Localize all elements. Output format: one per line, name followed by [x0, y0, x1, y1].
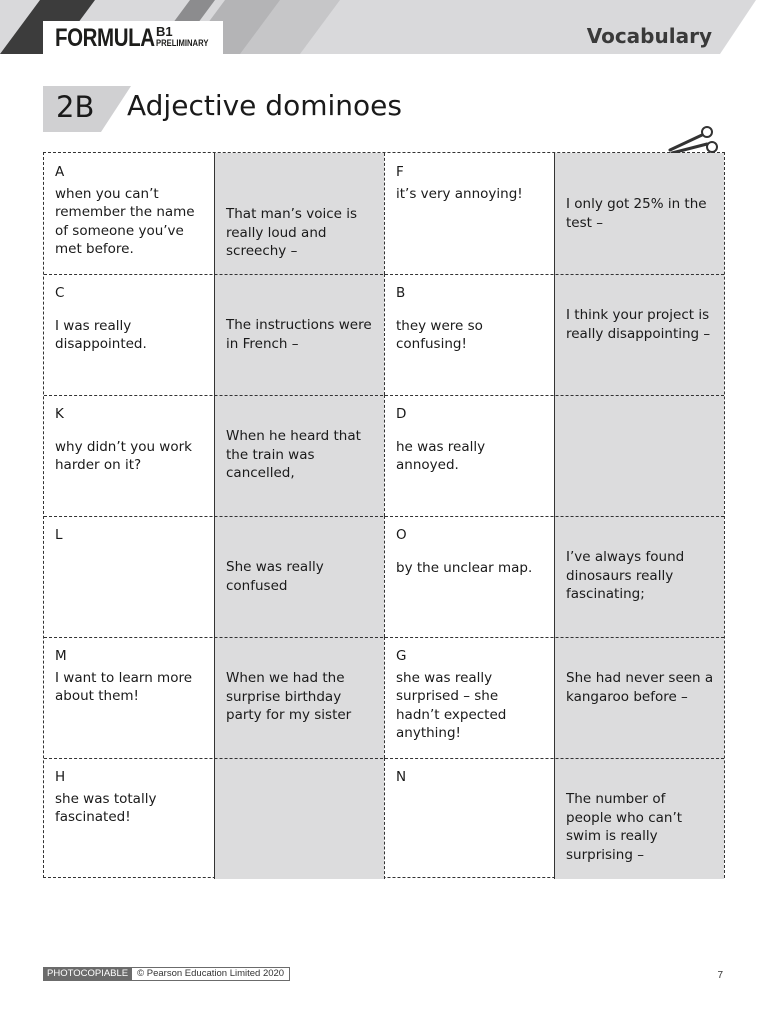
domino-left-half: [44, 516, 214, 637]
domino-left-half: [44, 395, 214, 516]
domino-letter: G: [396, 648, 407, 664]
domino-right-half: [554, 153, 724, 274]
domino-text: I only got 25% in the test –: [566, 196, 707, 231]
domino-grid: [43, 152, 725, 878]
domino-text: She was really confused: [226, 559, 324, 594]
domino-text: When we had the surprise birthday party for my sister: [226, 670, 352, 723]
cut-line: [44, 274, 724, 275]
domino-letter: K: [55, 406, 64, 422]
domino-text: she was totally fascinated!: [55, 790, 157, 825]
domino-left-half: [44, 274, 214, 395]
domino-text: The instructions were in French –: [226, 317, 372, 352]
domino-text: The number of people who can’t swim is really surprising –: [566, 791, 683, 863]
domino-right-half: [214, 758, 384, 879]
domino-text: they were so confusing!: [396, 317, 483, 352]
logo-level: B1: [156, 24, 173, 39]
logo: FORMULA: [55, 24, 155, 52]
domino-right-half: [214, 395, 384, 516]
domino-left-half: [384, 274, 554, 395]
cut-line: [44, 516, 724, 517]
domino-left-half: [44, 637, 214, 758]
domino-text: She had never seen a kangaroo before –: [566, 670, 714, 705]
domino-row: [44, 274, 724, 395]
domino-right-half: [214, 274, 384, 395]
domino-row: [44, 516, 724, 637]
domino-text: he was really annoyed.: [396, 438, 486, 473]
cut-line: [44, 637, 724, 638]
domino-letter: C: [55, 285, 65, 301]
domino-text: That man’s voice is really loud and screechy –: [226, 206, 358, 259]
domino-text: when you can’t remember the name of someone you’ve met before.: [55, 185, 195, 257]
photocopiable-tag: PHOTOCOPIABLE: [43, 967, 132, 981]
domino-letter: B: [396, 285, 406, 301]
domino-left-half: [384, 758, 554, 879]
domino-text: I want to learn more about them!: [55, 669, 193, 704]
copyright: © Pearson Education Limited 2020: [132, 967, 290, 981]
domino-right-half: [554, 516, 724, 637]
page-title: Adjective dominoes: [127, 89, 402, 122]
footer: [43, 967, 290, 981]
page-number: 7: [717, 970, 723, 981]
domino-letter: N: [396, 769, 407, 785]
domino-text: I was really disappointed.: [55, 317, 147, 352]
domino-right-half: [214, 637, 384, 758]
domino-text: why didn’t you work harder on it?: [55, 438, 192, 473]
domino-left-half: [384, 395, 554, 516]
domino-right-half: [214, 153, 384, 274]
domino-letter: L: [55, 527, 63, 543]
domino-letter: M: [55, 648, 67, 664]
domino-right-half: [554, 637, 724, 758]
domino-left-half: [384, 153, 554, 274]
domino-text: she was really surprised – she hadn’t expected anything!: [396, 669, 507, 741]
domino-row: [44, 395, 724, 516]
section-label: Vocabulary: [586, 24, 712, 48]
domino-row: [44, 153, 724, 274]
domino-letter: O: [396, 527, 407, 543]
domino-left-half: [384, 516, 554, 637]
domino-right-half: [554, 758, 724, 879]
cut-line: [44, 395, 724, 396]
logo-level-sub: PRELIMINARY: [156, 38, 209, 48]
domino-text: I’ve always found dinosaurs really fascinating;: [566, 549, 685, 602]
domino-right-half: [554, 274, 724, 395]
domino-letter: A: [55, 164, 65, 180]
domino-letter: D: [396, 406, 407, 422]
domino-letter: H: [55, 769, 66, 785]
domino-right-half: [214, 516, 384, 637]
cut-line: [44, 758, 724, 759]
domino-right-half: [554, 395, 724, 516]
domino-text: it’s very annoying!: [396, 185, 523, 202]
domino-text: When he heard that the train was cancelled,: [226, 428, 361, 481]
domino-row: [44, 758, 724, 879]
lesson-code: 2B: [56, 90, 95, 124]
domino-text: I think your project is really disappointing –: [566, 307, 711, 342]
domino-left-half: [44, 153, 214, 274]
domino-letter: F: [396, 164, 404, 180]
domino-left-half: [384, 637, 554, 758]
domino-left-half: [44, 758, 214, 879]
domino-text: by the unclear map.: [396, 559, 533, 576]
domino-row: [44, 637, 724, 758]
